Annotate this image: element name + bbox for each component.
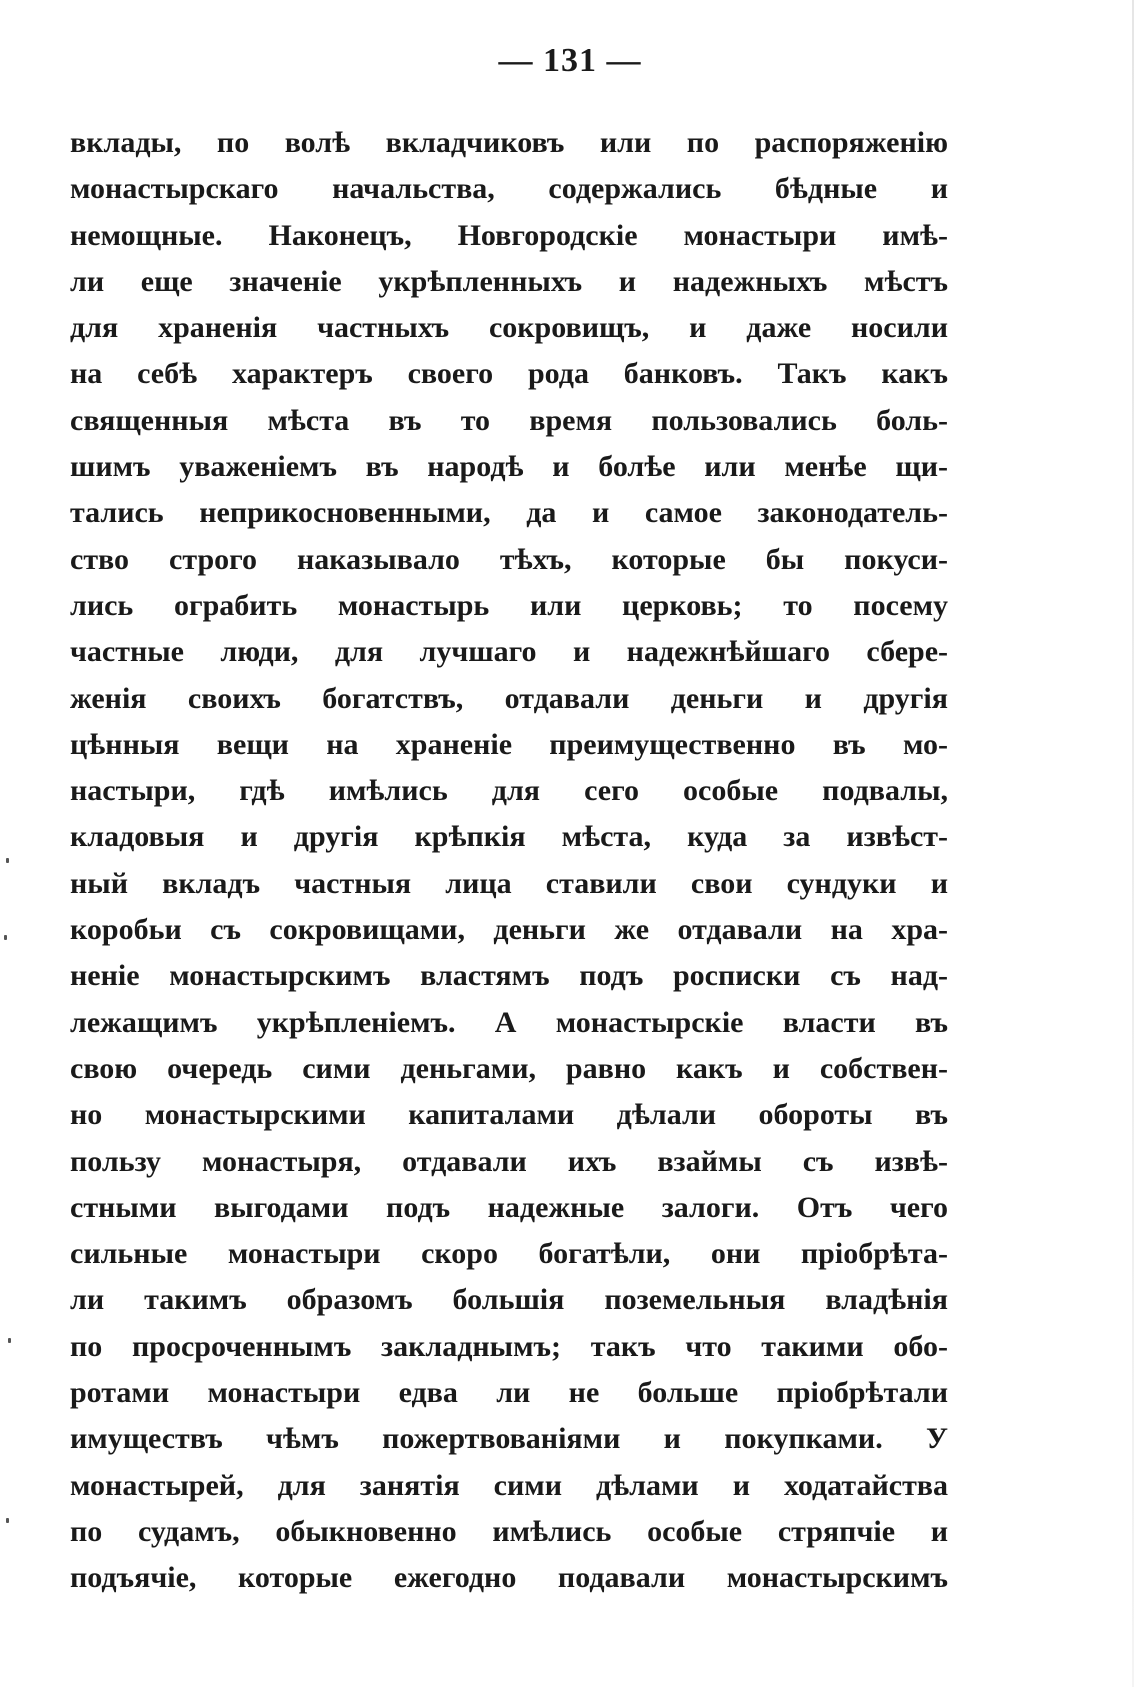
text-line: немощные. Наконецъ, Новгородскіе монастыри имѣ- — [70, 218, 948, 252]
page-number: — 131 — — [498, 42, 642, 79]
text-line: настыри, гдѣ имѣлись для сего особые подвалы, — [70, 774, 948, 808]
text-line: лись ограбить монастырь или церковь; то посему — [70, 588, 948, 622]
text-line: ротами монастыри едва ли не больше пріобрѣтали — [70, 1376, 948, 1410]
text-line: сильные монастыри скоро богатѣли, они пріобрѣта- — [70, 1237, 948, 1271]
text-line: неніе монастырскимъ властямъ подъ росписки съ над- — [70, 959, 948, 993]
text-line: священныя мѣста въ то время пользовались боль- — [70, 403, 948, 437]
text-line: на себѣ характеръ своего рода банковъ. Такъ какъ — [70, 357, 948, 391]
body-text — [70, 120, 948, 1602]
scan-speck — [8, 1338, 11, 1343]
text-line: пользу монастыря, отдавали ихъ взаймы съ извѣ- — [70, 1144, 948, 1178]
text-line: ный вкладъ частныя лица ставили свои сундуки и — [70, 866, 948, 900]
scan-speck — [6, 1518, 9, 1523]
text-line: лежащимъ укрѣпленіемъ. А монастырскіе власти въ — [70, 1005, 948, 1039]
text-line: стными выгодами подъ надежные залоги. Отъ чего — [70, 1190, 948, 1224]
scan-speck — [6, 858, 9, 863]
text-line: монастырей, для занятія сими дѣлами и ходатайства — [70, 1468, 948, 1502]
text-line: кладовыя и другія крѣпкія мѣста, куда за извѣст- — [70, 820, 948, 854]
text-line: по судамъ, обыкновенно имѣлись особые стряпчіе и — [70, 1514, 948, 1548]
text-line: цѣнныя вещи на храненіе преимущественно въ мо- — [70, 727, 948, 761]
text-line: но монастырскими капиталами дѣлали обороты въ — [70, 1098, 948, 1132]
text-line: тались неприкосновенными, да и самое законодатель- — [70, 496, 948, 530]
page-edge-shadow — [1132, 0, 1134, 1687]
text-line: частные люди, для лучшаго и надежнѣйшаго сбере- — [70, 635, 948, 669]
text-line: шимъ уваженіемъ въ народѣ и болѣе или менѣе щи- — [70, 450, 948, 484]
text-line: коробьи съ сокровищами, деньги же отдавали на хра- — [70, 913, 948, 947]
text-line: женія своихъ богатствъ, отдавали деньги и другія — [70, 681, 948, 715]
text-line: ли такимъ образомъ большія поземельныя владѣнія — [70, 1283, 948, 1317]
text-line: для храненія частныхъ сокровищъ, и даже носили — [70, 311, 948, 345]
text-line: ство строго наказывало тѣхъ, которые бы покуси- — [70, 542, 948, 576]
scan-speck — [4, 935, 7, 940]
text-line: подъячіе, которые ежегодно подавали монастырскимъ — [70, 1561, 948, 1595]
text-line: свою очередь сими деньгами, равно какъ и собствен- — [70, 1051, 948, 1085]
text-line: имуществъ чѣмъ пожертвованіями и покупками. У — [70, 1422, 948, 1456]
text-line: ли еще значеніе укрѣпленныхъ и надежныхъ мѣстъ — [70, 264, 948, 298]
text-line: вклады, по волѣ вкладчиковъ или по распоряженію — [70, 126, 948, 159]
text-line: по просроченнымъ закладнымъ; такъ что такими обо- — [70, 1329, 948, 1363]
text-line: монастырскаго начальства, содержались бѣдные и — [70, 172, 948, 206]
